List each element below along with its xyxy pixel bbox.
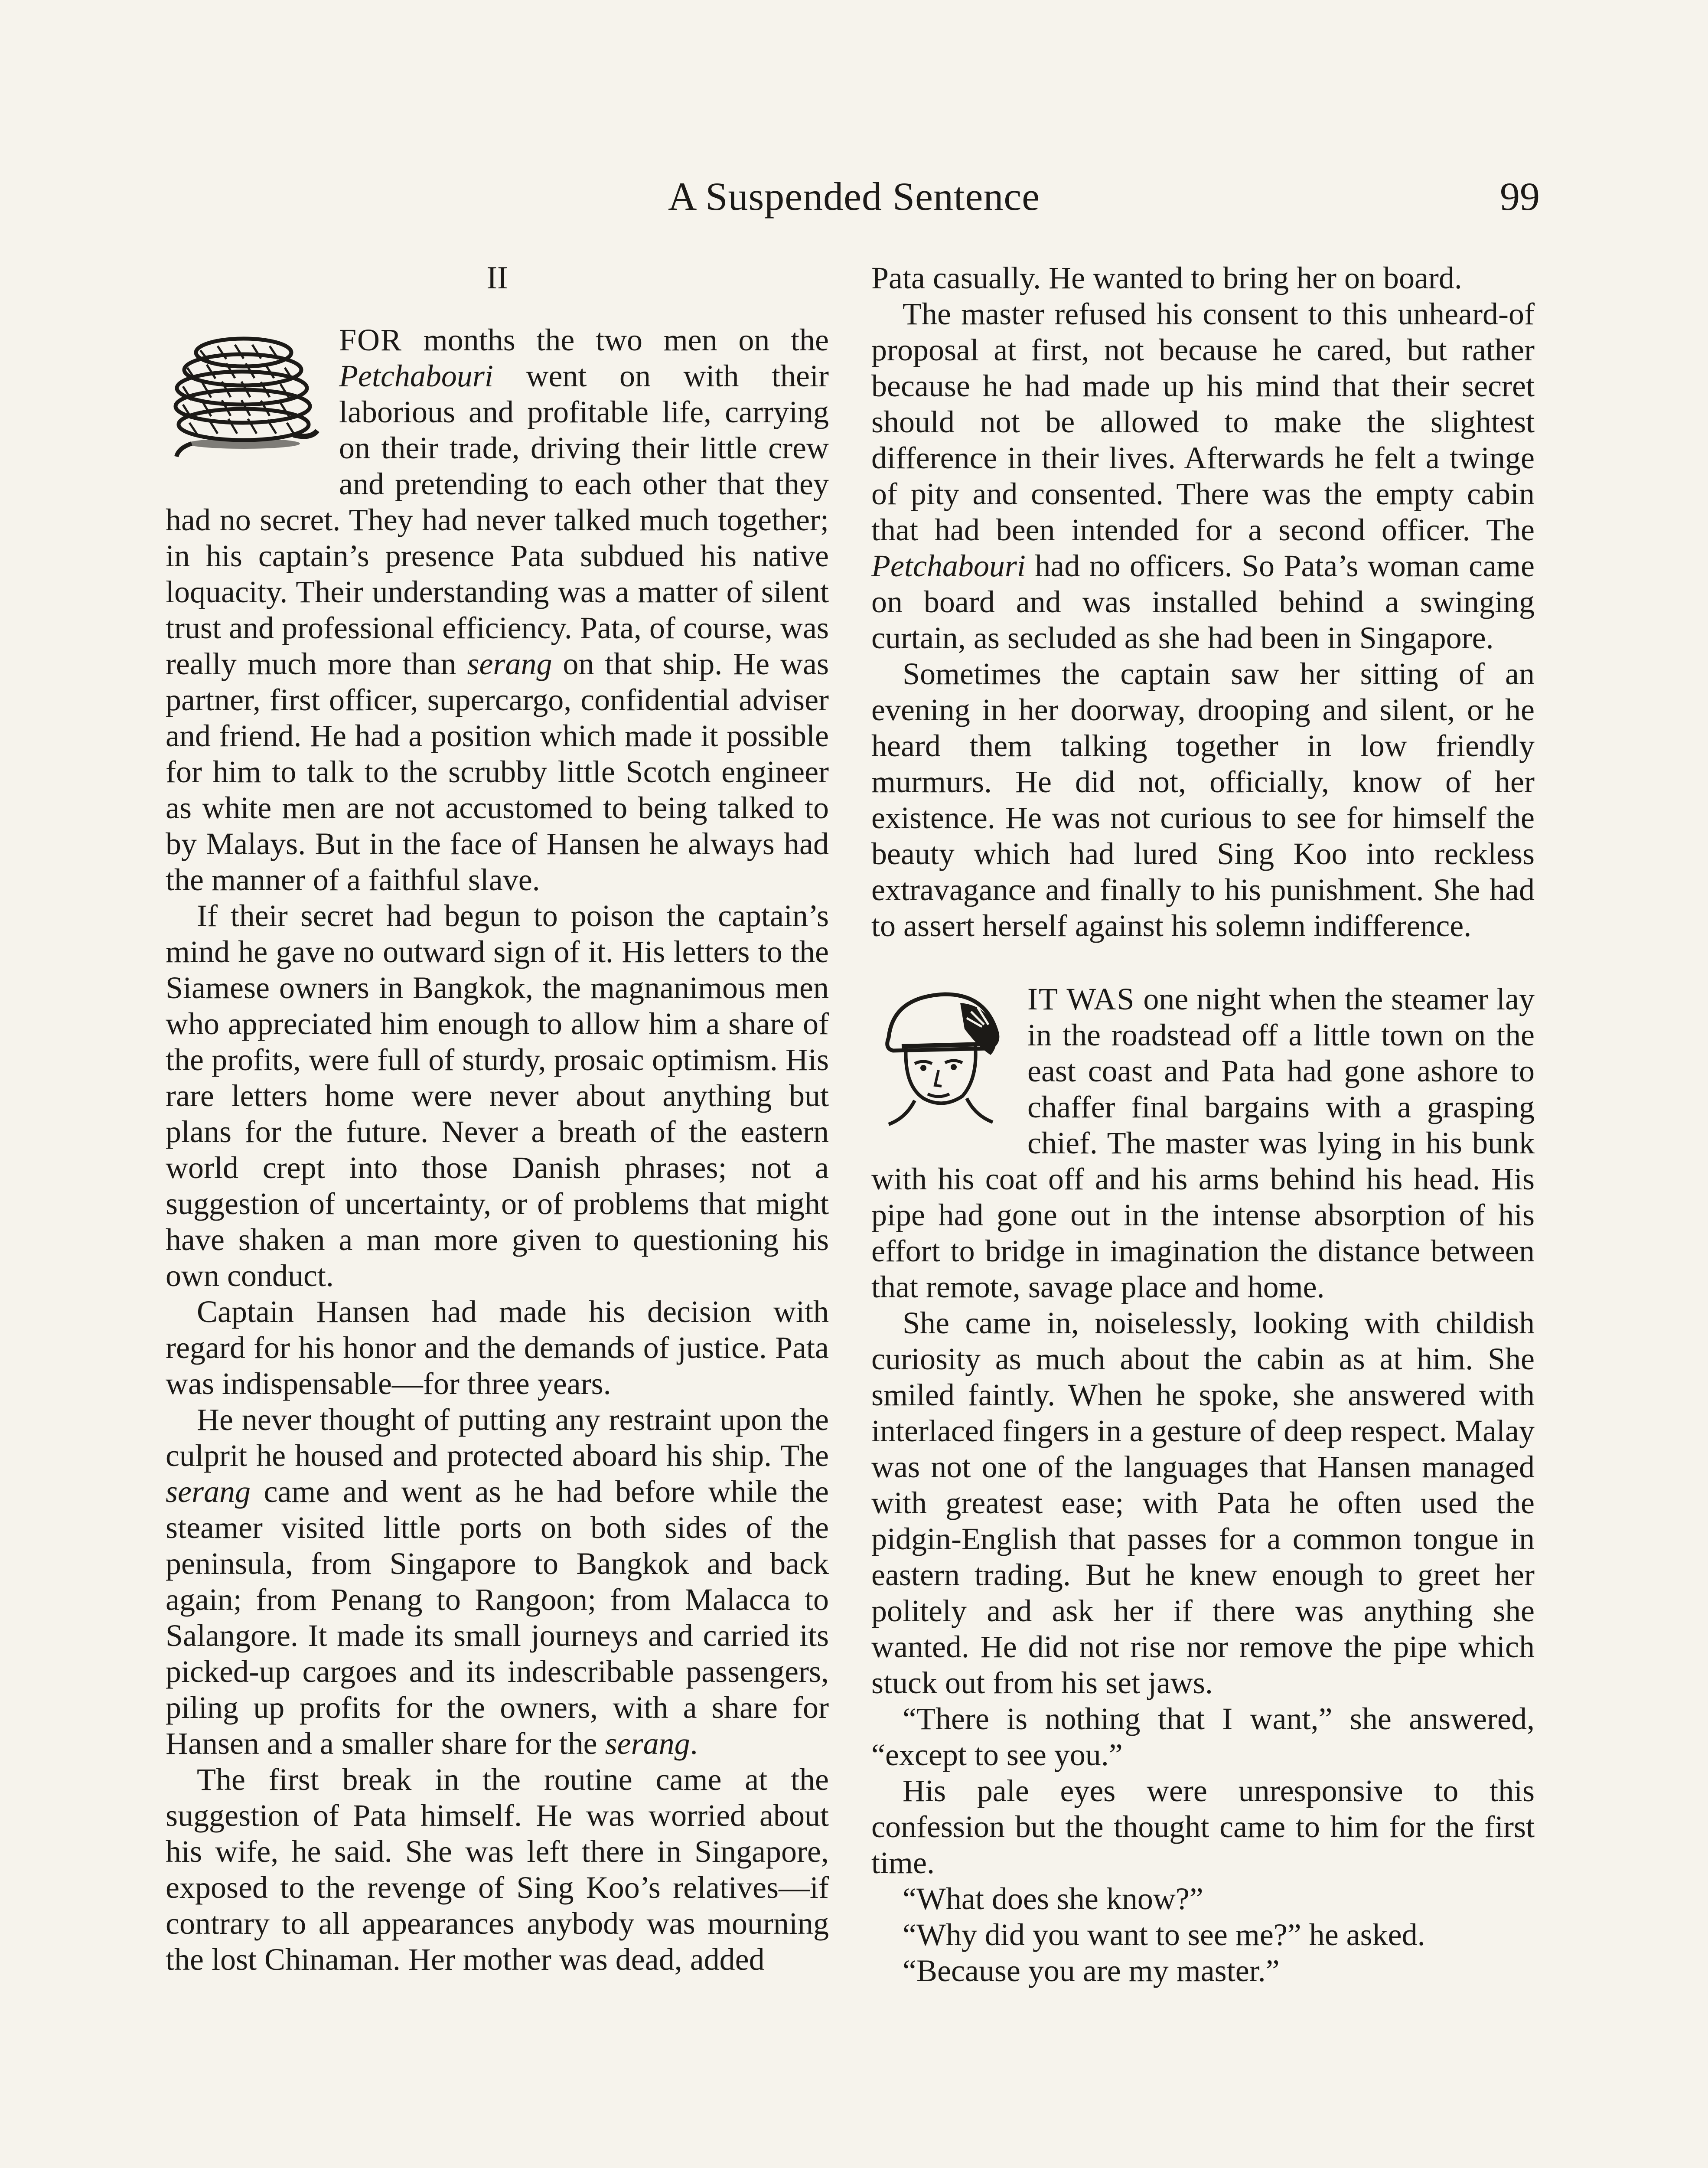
paragraph-text: He never thought of putting any restraint upon the culprit he housed and protected aboard his ship. The bbox=[166, 1402, 829, 1473]
paragraph-4 bbox=[166, 1402, 829, 1762]
paragraph-6 bbox=[871, 296, 1535, 656]
page-header bbox=[0, 173, 1708, 221]
coiled-rope-icon bbox=[166, 327, 326, 470]
paragraph-text: months the two men on the bbox=[402, 323, 829, 357]
paragraph-continued: Pata casually. He wanted to bring her on board. bbox=[871, 261, 1462, 295]
paragraph-11: His pale eyes were unresponsive to this confession but the thought came to him for the first time. bbox=[871, 1773, 1535, 1880]
ship-name: Petchabouri bbox=[339, 359, 493, 393]
ship-name: Petchabouri bbox=[871, 549, 1026, 583]
paragraph-text: came and went as he had before while the steamer visited little ports on both sides of the peninsula, from Singapore to Bangkok and back again; from Penang to Rangoon; from Malacca to Salangore. It made its small journeys and carried its picked-up cargoes and its indescribable passengers, piling up profits for the owners, with a share for Hansen and a smaller share for the bbox=[166, 1474, 829, 1761]
paragraph-13: “Why did you want to see me?” he asked. bbox=[903, 1917, 1425, 1952]
section-number: II bbox=[486, 260, 508, 296]
lead-in: IT WAS bbox=[1027, 982, 1135, 1016]
paragraph-5: The first break in the routine came at the suggestion of Pata himself. He was worried about his wife, he said. She was left there in Singapore, exposed to the revenge of Sing Koo’s relatives—if contrary to all appearances anybody was mourning the lost Chinaman. Her mother was dead, added bbox=[166, 1762, 829, 1977]
left-column bbox=[166, 260, 829, 1978]
paragraph-2: If their secret had begun to poison the captain’s mind he gave no outward sign of it. His letters to the Siamese owners in Bangkok, the magnanimous men who appreciated him enough to allow him a share of the profits, were full of sturdy, prosaic optimism. His rare letters home were never about anything but plans for the future. Never a breath of the eastern world crept into those Danish phrases; not a suggestion of uncertainty, or of problems that might have shaken a man more given to questioning his own conduct. bbox=[166, 898, 829, 1293]
term-serang: serang bbox=[605, 1726, 690, 1761]
paragraph-14: “Because you are my master.” bbox=[903, 1953, 1280, 1988]
paragraph-text: . bbox=[690, 1726, 698, 1761]
right-column bbox=[871, 260, 1535, 1989]
paragraph-text: one night when the steamer lay in the roadstead off a little town on the east coast and Pata had gone ashore to chaffer final bargains with a grasping chief. The master was lying in his bunk with his coat off and his arms behind his head. His pipe had gone out in the intense absorption of his effort to bridge in imagination the distance between that remote, savage place and home. bbox=[871, 982, 1535, 1304]
section-break bbox=[871, 944, 1535, 981]
lead-in: FOR bbox=[339, 323, 403, 357]
paragraph-3: Captain Hansen had made his decision with regard for his honor and the demands of justice. Pata was indispensable—for three years. bbox=[166, 1294, 829, 1401]
paragraph-7: Sometimes the captain saw her sitting of an evening in her doorway, drooping and silent, or he heard them talking together in low friendly murmurs. He did not, officially, know of her existence. He was not curious to see for himself the beauty which had lured Sing Koo into reckless extravagance and finally to his punishment. She had to assert herself against his solemn indifference. bbox=[871, 656, 1535, 943]
page-number: 99 bbox=[1500, 174, 1540, 219]
paragraph-text: The master refused his consent to this unheard-of proposal at first, not because he cared, but rather because he had made up his mind that their secret should not be allowed to make the slightest difference in their lives. Afterwards he felt a twinge of pity and consented. There was the empty cabin that had been intended for a second officer. The bbox=[871, 297, 1535, 547]
term-serang: serang bbox=[166, 1474, 251, 1509]
term-serang: serang bbox=[467, 646, 552, 681]
woman-portrait-icon bbox=[871, 986, 1014, 1129]
running-title: A Suspended Sentence bbox=[668, 174, 1040, 219]
paragraph-text: on that ship. He was partner, first officer, supercargo, confidential adviser and friend. He had a position which made it possible for him to talk to the scrubby little Scotch engineer as white men are not accustomed to being talked to by Malays. But in the face of Hansen he always had the manner of a faithful slave. bbox=[166, 646, 829, 897]
paragraph-text: went on with their laborious and profitable life, carrying on their trade, driving their little crew and pretending to each other that they had no secret. They had never talked much together; in his captain’s presence Pata subdued his native loquacity. Their understanding was a matter of silent trust and professional efficiency. Pata, of course, was really much more than bbox=[166, 359, 829, 681]
paragraph-10: “There is nothing that I want,” she answered, “except to see you.” bbox=[871, 1701, 1535, 1772]
paragraph-text: had no officers. So Pata’s woman came on board and was installed behind a swinging curtain, as secluded as she had been in Singapore. bbox=[871, 549, 1535, 655]
paragraph-9: She came in, noiselessly, looking with childish curiosity as much about the cabin as at him. She smiled faintly. When he spoke, she answered with interlaced fingers in a gesture of deep respect. Malay was not one of the languages that Hansen managed with greatest ease; with Pata he often used the pidgin-English that passes for a common tongue in eastern trading. But he knew enough to greet her politely and ask her if there was anything she wanted. He did not rise nor remove the pipe which stuck out from his set jaws. bbox=[871, 1306, 1535, 1700]
paragraph-12: “What does she know?” bbox=[903, 1881, 1203, 1916]
